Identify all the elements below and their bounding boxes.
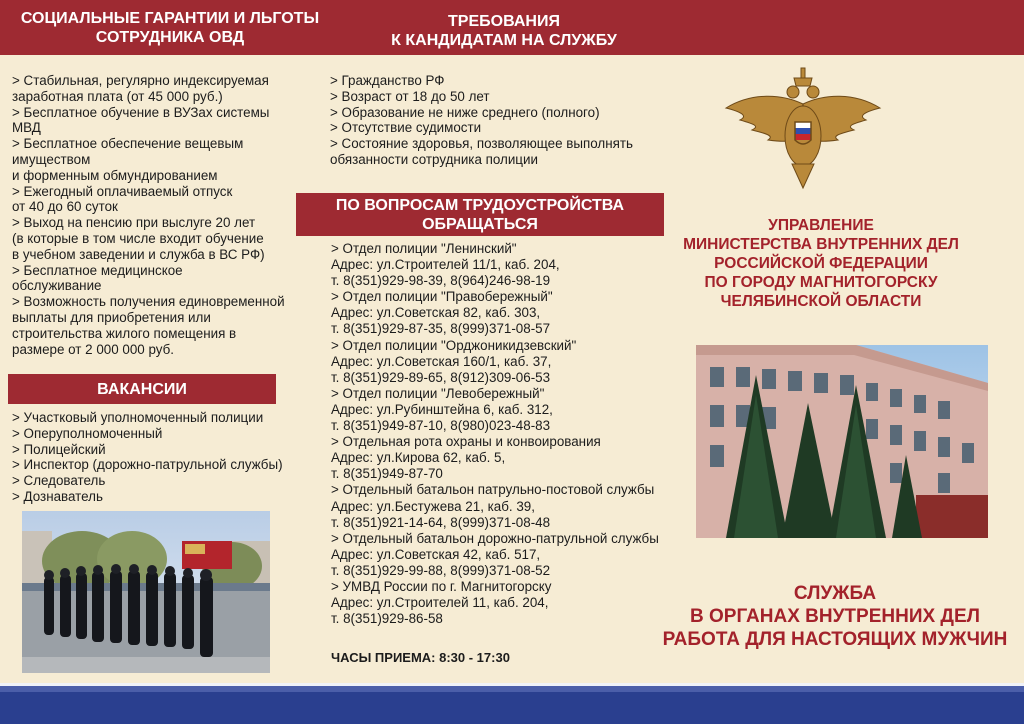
vacancy-item: > Участковый уполномоченный полиции bbox=[12, 410, 264, 425]
contacts-list bbox=[331, 241, 659, 627]
contact-line: т. 8(351)929-89-65, 8(912)309-06-53 bbox=[331, 369, 551, 385]
contacts-title bbox=[296, 193, 664, 236]
contact-line: т. 8(351)929-99-88, 8(999)371-08-52 bbox=[331, 562, 551, 578]
mvd-emblem-icon bbox=[722, 64, 884, 192]
benefits-title-line: СОТРУДНИКА ОВД bbox=[95, 29, 245, 46]
contact-line: Адрес: ул.Советская 160/1, каб. 37, bbox=[331, 353, 552, 369]
requirement-item: > Состояние здоровья, позволяющее выполнять bbox=[330, 136, 633, 152]
contact-line: > УМВД России по г. Магнитогорску bbox=[331, 578, 552, 594]
benefit-line: > Ежегодный оплачиваемый отпуск bbox=[12, 183, 233, 199]
contact-line: т. 8(351)921-14-64, 8(999)371-08-48 bbox=[331, 514, 551, 530]
contact-line: > Отдельная рота охраны и конвоирования bbox=[331, 434, 601, 450]
building-photo-illustration bbox=[696, 345, 988, 538]
benefits-list bbox=[12, 73, 285, 357]
vacancies-title-text: ВАКАНСИИ bbox=[97, 380, 187, 398]
organization-line: ПО ГОРОДУ МАГНИТОГОРСКУ bbox=[704, 274, 938, 291]
benefit-line: и форменным обмундированием bbox=[12, 167, 218, 183]
benefit-item bbox=[12, 294, 285, 357]
benefit-line: заработная плата (от 45 000 руб.) bbox=[12, 88, 223, 104]
contact-line: т. 8(351)929-87-35, 8(999)371-08-57 bbox=[331, 321, 551, 337]
contact-line: Адрес: ул.Кирова 62, каб. 5, bbox=[331, 450, 506, 466]
benefit-item bbox=[12, 263, 285, 295]
contact-line: > Отдел полиции "Левобережный" bbox=[331, 385, 545, 401]
contact-line: > Отдел полиции "Орджоникидзевский" bbox=[331, 337, 577, 353]
organization-line: ЧЕЛЯБИНСКОЙ ОБЛАСТИ bbox=[720, 293, 922, 310]
benefit-line: от 40 до 60 суток bbox=[12, 199, 118, 215]
benefit-line: имуществом bbox=[12, 151, 91, 167]
slogan-line: РАБОТА ДЛЯ НАСТОЯЩИХ МУЖЧИН bbox=[662, 629, 1008, 650]
benefits-title bbox=[4, 9, 336, 47]
requirement-item: > Отсутствие судимости bbox=[330, 120, 482, 136]
contact-line: т. 8(351)929-86-58 bbox=[331, 611, 443, 627]
benefit-line: > Бесплатное медицинское bbox=[12, 262, 183, 278]
requirement-item: > Образование не ниже среднего (полного) bbox=[330, 104, 600, 120]
benefit-line: > Стабильная, регулярно индексируемая bbox=[12, 73, 269, 88]
contact-line: > Отдельный батальон патрульно-постовой службы bbox=[331, 482, 655, 498]
benefit-line: строительства жилого помещения в bbox=[12, 325, 237, 341]
requirements-title-line: К КАНДИДАТАМ НА СЛУЖБУ bbox=[391, 32, 617, 49]
slogan-line: СЛУЖБА bbox=[793, 583, 877, 604]
organization-name bbox=[668, 216, 974, 311]
slogan-line: В ОРГАНАХ ВНУТРЕННИХ ДЕЛ bbox=[690, 606, 980, 627]
requirements-list bbox=[330, 73, 633, 168]
benefit-item bbox=[12, 184, 285, 216]
benefit-item bbox=[12, 136, 285, 183]
requirement-item: обязанности сотрудника полиции bbox=[330, 151, 538, 167]
benefit-line: > Возможность получения единовременной bbox=[12, 294, 285, 310]
slogan bbox=[650, 582, 1020, 651]
contact-line: т. 8(351)949-87-70 bbox=[331, 466, 443, 482]
benefit-line: > Выход на пенсию при выслуге 20 лет bbox=[12, 215, 256, 231]
vacancy-item: > Полицейский bbox=[12, 441, 106, 457]
vacancies-list bbox=[12, 410, 283, 505]
requirement-item: > Гражданство РФ bbox=[330, 73, 445, 88]
eagle-emblem-icon bbox=[722, 64, 884, 192]
contacts-title-line: ПО ВОПРОСАМ ТРУДОУСТРОЙСТВА bbox=[335, 196, 625, 214]
vacancy-item: > Оперуполномоченный bbox=[12, 425, 163, 441]
contact-line: > Отдельный батальон дорожно-патрульной службы bbox=[331, 530, 659, 546]
benefit-line: обслуживание bbox=[12, 278, 102, 294]
contact-line: > Отдел полиции "Правобережный" bbox=[331, 289, 553, 305]
vacancies-title bbox=[8, 374, 276, 404]
benefit-line: в учебном заведении и служба в ВС РФ) bbox=[12, 246, 265, 262]
footer-band bbox=[0, 683, 1024, 724]
organization-line: МИНИСТЕРСТВА ВНУТРЕННИХ ДЕЛ bbox=[683, 236, 959, 253]
benefit-item bbox=[12, 215, 285, 262]
building-photo bbox=[696, 345, 988, 538]
benefit-item bbox=[12, 73, 285, 105]
benefit-line: МВД bbox=[12, 120, 41, 136]
benefit-line: выплаты для приобретения или bbox=[12, 309, 211, 325]
contacts-title-line: ОБРАЩАТЬСЯ bbox=[422, 215, 538, 233]
requirements-title bbox=[344, 12, 664, 50]
benefit-line: > Бесплатное обеспечение вещевым bbox=[12, 136, 244, 152]
contact-line: Адрес: ул.Бестужева 21, каб. 39, bbox=[331, 498, 535, 514]
vacancy-item: > Следователь bbox=[12, 473, 106, 489]
benefit-line: > Бесплатное обучение в ВУЗах системы bbox=[12, 104, 270, 120]
parade-photo bbox=[22, 511, 270, 673]
contact-line: Адрес: ул.Советская 42, каб. 517, bbox=[331, 546, 541, 562]
contact-line: Адрес: ул.Строителей 11/1, каб. 204, bbox=[331, 257, 560, 273]
office-hours: ЧАСЫ ПРИЕМА: 8:30 - 17:30 bbox=[331, 650, 510, 665]
contact-line: > Отдел полиции "Ленинский" bbox=[331, 241, 517, 256]
parade-photo-illustration bbox=[22, 511, 270, 673]
organization-line: УПРАВЛЕНИЕ bbox=[768, 217, 874, 234]
benefit-line: (в которые в том числе входит обучение bbox=[12, 230, 264, 246]
requirements-title-line: ТРЕБОВАНИЯ bbox=[448, 13, 560, 30]
vacancy-item: > Дознаватель bbox=[12, 488, 103, 504]
contact-line: Адрес: ул.Строителей 11, каб. 204, bbox=[331, 595, 549, 611]
organization-line: РОССИЙСКОЙ ФЕДЕРАЦИИ bbox=[714, 255, 928, 272]
contact-line: т. 8(351)929-98-39, 8(964)246-98-19 bbox=[331, 273, 551, 289]
benefit-item bbox=[12, 105, 285, 137]
contact-line: Адрес: ул.Рубинштейна 6, каб. 312, bbox=[331, 401, 553, 417]
contact-line: т. 8(351)949-87-10, 8(980)023-48-83 bbox=[331, 418, 551, 434]
benefit-line: размере от 2 000 000 руб. bbox=[12, 341, 174, 357]
vacancy-item: > Инспектор (дорожно-патрульной службы) bbox=[12, 457, 283, 473]
requirement-item: > Возраст от 18 до 50 лет bbox=[330, 88, 490, 104]
benefits-title-line: СОЦИАЛЬНЫЕ ГАРАНТИИ И ЛЬГОТЫ bbox=[20, 10, 320, 27]
contact-line: Адрес: ул.Советская 82, каб. 303, bbox=[331, 305, 541, 321]
